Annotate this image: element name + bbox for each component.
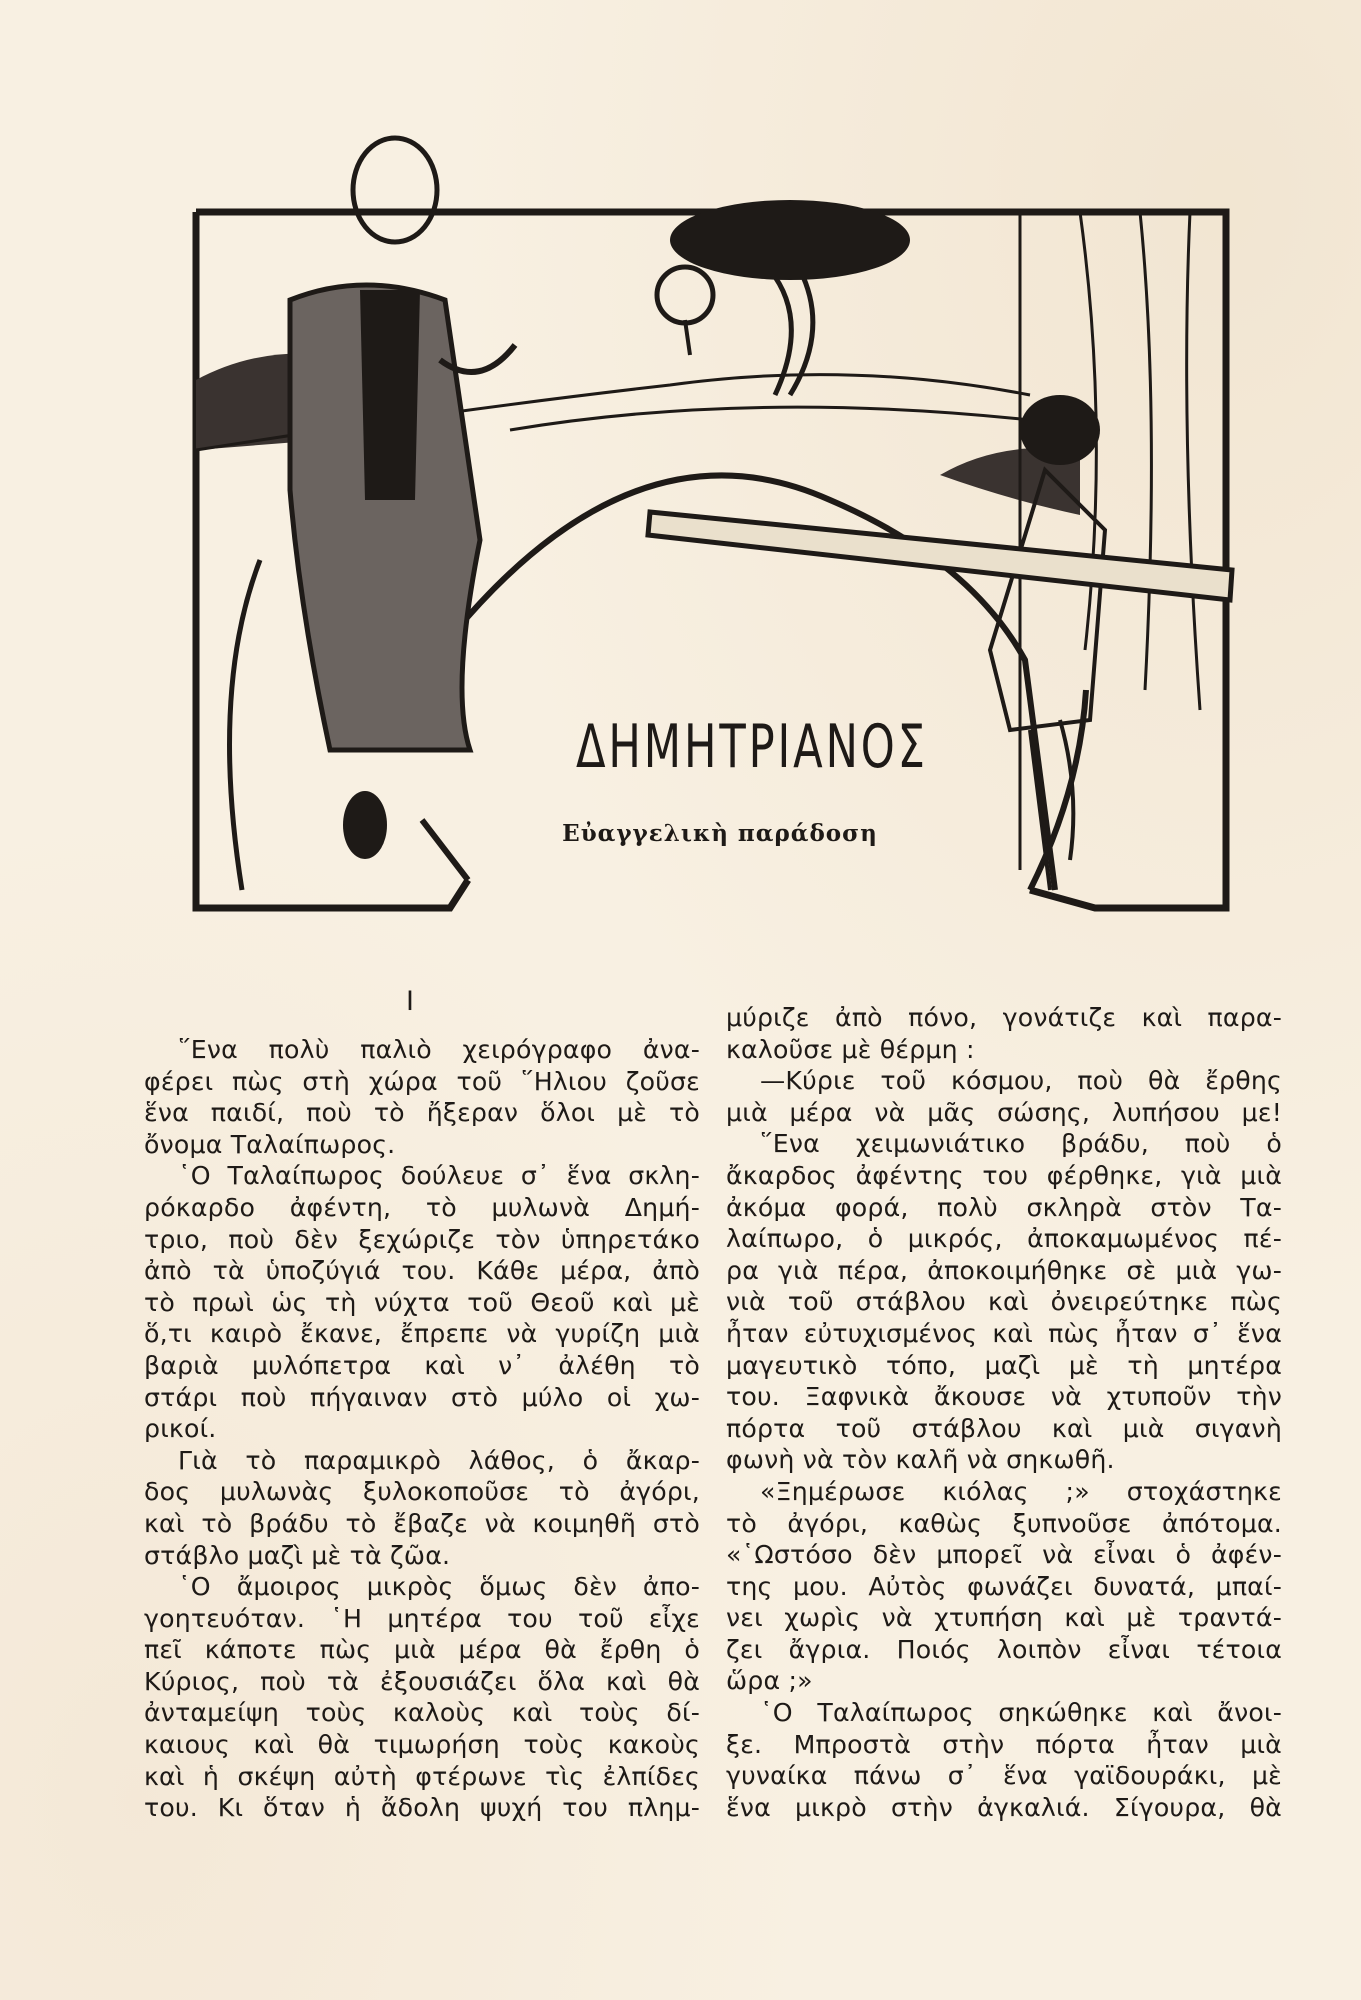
tree-canopy bbox=[670, 200, 910, 280]
section-numeral: I bbox=[406, 986, 414, 1017]
text-line: τὸ πρωὶ ὡς τὴ νύχτα τοῦ Θεοῦ καὶ μὲ bbox=[144, 1287, 700, 1317]
text-line: ρικοί. bbox=[144, 1414, 217, 1444]
text-line: Κύριος, ποὺ τὰ ἐξουσιάζει ὅλα καὶ θὰ bbox=[144, 1666, 700, 1696]
text-line: ἀκόμα φορά, πολὺ σκληρὰ στὸν Τα- bbox=[726, 1192, 1282, 1222]
bush-trunk bbox=[685, 320, 690, 355]
text-column-left bbox=[144, 1034, 700, 1824]
text-line: ἕνα παιδί, ποὺ τὸ ἤξεραν ὅλοι μὲ τὸ bbox=[144, 1098, 700, 1128]
text-line: νιὰ τοῦ στάβλου καὶ ὀνειρεύτηκε πὼς bbox=[726, 1287, 1282, 1317]
text-line: τὸ ἀγόρι, καθὼς ξυπνοῦσε ἀπότομα. bbox=[726, 1508, 1282, 1538]
story-title: ΔΗΜΗΤΡΙΑΝΟΣ bbox=[576, 712, 928, 782]
text-line: μιὰ μέρα νὰ μᾶς σώσης, λυπήσου με! bbox=[726, 1097, 1282, 1127]
header-illustration bbox=[150, 130, 1250, 920]
woman-cane bbox=[230, 560, 260, 890]
text-line: ρα γιὰ πέρα, ἀποκοιμήθηκε σὲ μιὰ γω- bbox=[726, 1255, 1282, 1285]
text-line: καιους καὶ θὰ τιμωρήση τοὺς κακοὺς bbox=[144, 1730, 700, 1760]
text-line: ῞Ενα χειμωνιάτικο βράδυ, ποὺ ὁ bbox=[760, 1129, 1282, 1159]
text-column-right bbox=[726, 1002, 1282, 1823]
boy-head bbox=[1020, 395, 1100, 465]
text-line: γυναίκα πάνω σ᾿ ἕνα γαϊδουράκι, μὲ bbox=[726, 1761, 1282, 1791]
text-line: στάβλο μαζὶ μὲ τὰ ζῶα. bbox=[144, 1540, 451, 1570]
story-subtitle: Εὐαγγελικὴ παράδοση bbox=[562, 820, 878, 847]
text-line: λαίπωρο, ὁ μικρός, ἀποκαμωμένος πέ- bbox=[726, 1224, 1282, 1254]
text-line: γοητευόταν. ῾Η μητέρα του τοῦ εἶχε bbox=[144, 1603, 700, 1633]
text-line: ὥρα ;» bbox=[726, 1666, 813, 1696]
text-line: ἕνα μικρὸ στὴν ἀγκαλιά. Σίγουρα, θὰ bbox=[726, 1792, 1282, 1822]
woman-head bbox=[353, 138, 437, 242]
illustration-old-woman-and-boy-with-mill-pole-icon bbox=[150, 130, 1250, 920]
text-line: ξε. Μπροστὰ στὴν πόρτα ἦταν μιὰ bbox=[726, 1729, 1282, 1759]
text-line: ρόκαρδο ἀφέντη, τὸ μυλωνὰ Δημή- bbox=[144, 1192, 700, 1222]
bush bbox=[657, 267, 713, 323]
woman-shoe bbox=[343, 791, 387, 859]
text-line: ῾Ο Ταλαίπωρος δούλευε σ᾿ ἕνα σκλη- bbox=[178, 1161, 700, 1191]
text-line: «῾Ωστόσο δὲν μπορεῖ νὰ εἶναι ὁ ἀφέν- bbox=[726, 1540, 1282, 1570]
text-line: Γιὰ τὸ παραμικρὸ λάθος, ὁ ἄκαρ- bbox=[178, 1445, 700, 1475]
text-line: μαγευτικὸ τόπο, μαζὶ μὲ τὴ μητέρα bbox=[726, 1350, 1282, 1380]
text-line: καλοῦσε μὲ θέρμη : bbox=[726, 1034, 975, 1064]
text-line: «Ξημέρωσε κιόλας ;» στοχάστηκε bbox=[760, 1476, 1282, 1506]
text-line: πόρτα τοῦ στάβλου καὶ μιὰ σιγανὴ bbox=[726, 1413, 1282, 1443]
text-line: φέρει πὼς στὴ χώρα τοῦ ῞Ηλιου ζοῦσε bbox=[144, 1066, 700, 1096]
mill-pole bbox=[648, 512, 1232, 600]
text-line: πεῖ κάποτε πὼς μιὰ μέρα θὰ ἔρθη ὁ bbox=[144, 1635, 700, 1665]
text-line: φωνὴ νὰ τὸν καλῆ νὰ σηκωθῆ. bbox=[726, 1445, 1115, 1475]
text-line: ἀνταμείψη τοὺς καλοὺς καὶ τοὺς δί- bbox=[144, 1698, 700, 1728]
text-line: ὄνομα Ταλαίπωρος. bbox=[144, 1129, 396, 1159]
text-line: μύριζε ἀπὸ πόνο, γονάτιζε καὶ παρα- bbox=[726, 1003, 1282, 1032]
right-tree bbox=[1020, 212, 1200, 870]
text-line: νει χωρὶς νὰ χτυπήση καὶ μὲ τραντά- bbox=[726, 1603, 1282, 1633]
text-line: στάρι ποὺ πήγαιναν στὸ μύλο οἱ χω- bbox=[144, 1382, 700, 1412]
text-line: ῾Ο Ταλαίπωρος σηκώθηκε καὶ ἄνοι- bbox=[760, 1698, 1282, 1728]
text-line: του. Κι ὅταν ἡ ἄδολη ψυχή του πλημ- bbox=[144, 1793, 700, 1823]
text-line: ῾Ο ἄμοιρος μικρὸς ὅμως δὲν ἀπο- bbox=[178, 1572, 700, 1602]
text-line: ἦταν εὐτυχισμένος καὶ πὼς ἦταν σ᾿ ἕνα bbox=[726, 1318, 1282, 1348]
text-line: ῞Ενα πολὺ παλιὸ χειρόγραφο ἀνα- bbox=[178, 1035, 700, 1064]
text-line: βαριὰ μυλόπετρα καὶ ν᾿ ἀλέθη τὸ bbox=[144, 1350, 700, 1380]
text-line: καὶ τὸ βράδυ τὸ ἔβαζε νὰ κοιμηθῆ στὸ bbox=[144, 1508, 700, 1538]
woman-bodice bbox=[360, 290, 420, 500]
text-line: ἄκαρδος ἀφέντης του φέρθηκε, γιὰ μιὰ bbox=[726, 1160, 1282, 1190]
text-line: δος μυλωνὰς ξυλοκοποῦσε τὸ ἀγόρι, bbox=[144, 1477, 700, 1507]
text-line: καὶ ἡ σκέψη αὐτὴ φτέρωνε τὶς ἐλπίδες bbox=[144, 1761, 700, 1791]
text-line: τριο, ποὺ δὲν ξεχώριζε τὸν ὑπηρετάκο bbox=[144, 1224, 700, 1254]
text-line: ζει ἄγρια. Ποιός λοιπὸν εἶναι τέτοια bbox=[726, 1634, 1282, 1664]
text-line: του. Ξαφνικὰ ἄκουσε νὰ χτυποῦν τὴν bbox=[726, 1382, 1282, 1412]
text-line: της μου. Αὐτὸς φωνάζει δυνατά, μπαί- bbox=[726, 1571, 1282, 1601]
text-line: ἀπὸ τὰ ὑποζύγιά του. Κάθε μέρα, ἀπὸ bbox=[144, 1256, 700, 1286]
text-line: —Κύριε τοῦ κόσμου, ποὺ θὰ ἔρθης bbox=[760, 1066, 1282, 1096]
text-line: ὅ,τι καιρὸ ἔκανε, ἔπρεπε νὰ γυρίζη μιὰ bbox=[144, 1319, 700, 1349]
